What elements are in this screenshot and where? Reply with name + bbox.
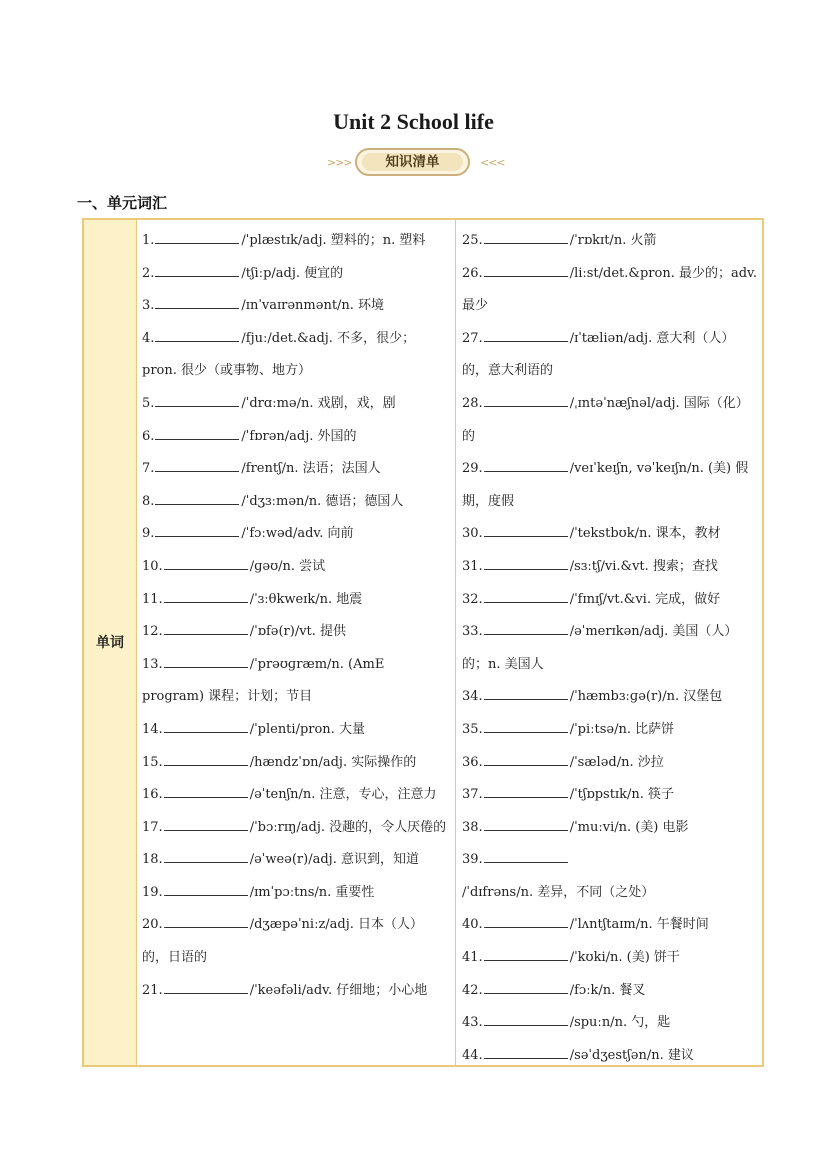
answer-blank[interactable] (155, 524, 239, 537)
vocab-entry (142, 290, 449, 323)
entry-number: 30. (462, 526, 483, 542)
entry-number: 35. (462, 721, 483, 737)
vocab-entry (462, 779, 758, 812)
vocab-entry (142, 877, 449, 910)
answer-blank[interactable] (155, 394, 239, 407)
entry-definition: /ˈkeəfəli/adv. 仔细地；小心地 (249, 982, 428, 998)
entry-number: 38. (462, 819, 483, 835)
entry-number: 11. (142, 591, 163, 607)
vocab-entry (142, 812, 449, 845)
entry-number: 12. (142, 624, 163, 640)
answer-blank[interactable] (155, 264, 239, 277)
entry-definition: /ˈplæstɪk/adj. 塑料的；n. 塑料 (241, 233, 426, 248)
answer-blank[interactable] (484, 915, 568, 928)
entry-definition: /əˈweə(r)/adj. 意识到，知道 (249, 852, 419, 868)
vocab-entry (462, 844, 758, 909)
entry-number: 15. (142, 754, 163, 770)
entry-number: 14. (142, 721, 163, 737)
entry-number: 25. (462, 233, 483, 248)
vocab-entry (142, 616, 449, 649)
vocab-entry (142, 551, 449, 584)
left-word-column (142, 225, 449, 1007)
vocab-entry (142, 323, 449, 388)
vocab-entry (142, 779, 449, 812)
column-divider (455, 220, 456, 1065)
answer-blank[interactable] (484, 622, 568, 635)
answer-blank[interactable] (164, 818, 248, 831)
entry-definition: /ɪmˈpɔːtns/n. 重要性 (249, 884, 375, 900)
answer-blank[interactable] (164, 590, 248, 603)
entry-definition: /sɜːtʃ/vi.&vt. 搜索；查找 (569, 558, 718, 574)
entry-number: 20. (142, 917, 163, 933)
entry-number: 8. (142, 493, 155, 509)
entry-definition: /liːst/det.&pron. 最少的；adv. 最少 (462, 265, 757, 314)
section-title: 一、单元词汇 (77, 194, 168, 212)
vocab-entry (142, 909, 449, 974)
entry-number: 28. (462, 395, 483, 411)
entry-definition: /spuːn/n. 勺，匙 (569, 1015, 671, 1031)
entry-definition: /ˈkʊki/n. (美) 饼干 (569, 950, 680, 966)
entry-number: 36. (462, 754, 483, 770)
entry-number: 4. (142, 330, 155, 346)
entry-definition: /ˈdʒɜːmən/n. 德语；德国人 (241, 493, 404, 509)
entry-definition: /ˈmuːvi/n. (美) 电影 (569, 819, 689, 835)
row-label: 单词 (96, 635, 124, 651)
entry-definition: /ˈprəʊɡræm/n. (AmE program) 课程；计划；节目 (142, 656, 385, 705)
vocab-entry (142, 421, 449, 454)
vocab-entry (462, 681, 758, 714)
entry-definition: /dʒæpəˈniːz/adj. 日本（人）的，日语的 (142, 917, 424, 966)
answer-blank[interactable] (484, 981, 568, 994)
answer-blank[interactable] (164, 785, 248, 798)
entry-definition: /ˌɪntəˈnæʃnəl/adj. 国际（化）的 (462, 395, 749, 444)
entry-number: 3. (142, 298, 155, 314)
vocab-entry (462, 584, 758, 617)
answer-blank[interactable] (484, 329, 568, 342)
vocab-entry (462, 225, 758, 258)
vocab-entry (142, 649, 449, 714)
row-label-cell (84, 220, 137, 1065)
answer-blank[interactable] (484, 753, 568, 766)
vocab-entry (462, 551, 758, 584)
entry-definition: /ˈplenti/pron. 大量 (249, 721, 365, 737)
vocab-entry (142, 747, 449, 780)
entry-number: 6. (142, 428, 155, 444)
answer-blank[interactable] (484, 850, 568, 863)
entry-definition: /ˈbɔːrɪŋ/adj. 没趣的，令人厌倦的 (249, 819, 447, 835)
answer-blank[interactable] (155, 427, 239, 440)
answer-blank[interactable] (164, 981, 248, 994)
entry-number: 17. (142, 819, 163, 835)
entry-definition: /əˈmerɪkən/adj. 美国（人）的；n. 美国人 (462, 624, 738, 672)
answer-blank[interactable] (164, 557, 248, 570)
entry-definition: /səˈdʒestʃən/n. 建议 (569, 1047, 694, 1063)
entry-number: 39. (462, 852, 483, 868)
answer-blank[interactable] (164, 883, 248, 896)
answer-blank[interactable] (155, 459, 239, 472)
vocab-entry (462, 323, 758, 388)
entry-definition: /əˈtenʃn/n. 注意，专心，注意力 (249, 787, 437, 803)
page-title: Unit 2 School life (333, 109, 494, 134)
vocab-entry (142, 518, 449, 551)
entry-definition: /ˈdɪfrəns/n. 差异，不同（之处） (462, 884, 655, 900)
section-badge-row (0, 147, 827, 181)
answer-blank[interactable] (484, 948, 568, 961)
answer-blank[interactable] (164, 850, 248, 863)
entry-number: 16. (142, 787, 163, 803)
vocab-entry (142, 258, 449, 291)
badge-label: 知识清单 (362, 153, 463, 171)
entry-definition: /fjuː/det.&adj. 不多，很少；pron. 很少（或事物、地方） (142, 330, 416, 379)
answer-blank[interactable] (155, 329, 239, 342)
vocab-entry (142, 714, 449, 747)
entry-definition: /ˈtekstbʊk/n. 课本，教材 (569, 526, 721, 542)
answer-blank[interactable] (164, 753, 248, 766)
entry-definition: /ˈdrɑːmə/n. 戏剧，戏，剧 (241, 395, 396, 411)
vocab-entry (142, 453, 449, 486)
answer-blank[interactable] (484, 524, 568, 537)
answer-blank[interactable] (484, 231, 568, 244)
entry-number: 13. (142, 656, 163, 672)
vocab-entry (142, 844, 449, 877)
entry-definition: /ˈfɔːwəd/adv. 向前 (241, 526, 354, 542)
right-arrows-icon: <<< (480, 156, 505, 169)
answer-blank[interactable] (484, 720, 568, 733)
answer-blank[interactable] (164, 622, 248, 635)
entry-number: 7. (142, 461, 155, 477)
entry-definition: /ˈɒfə(r)/vt. 提供 (249, 624, 347, 640)
entry-number: 37. (462, 787, 483, 803)
entry-number: 29. (462, 461, 483, 477)
answer-blank[interactable] (164, 655, 248, 668)
entry-definition: /ˈfɪnɪʃ/vt.&vi. 完成，做好 (569, 591, 721, 607)
knowledge-list-badge (355, 148, 470, 176)
entry-number: 5. (142, 395, 155, 411)
entry-number: 10. (142, 558, 163, 574)
entry-number: 40. (462, 917, 483, 933)
entry-definition: /ˈfɒrən/adj. 外国的 (241, 428, 357, 444)
entry-number: 33. (462, 624, 483, 640)
vocab-entry (142, 388, 449, 421)
entry-definition: /ˈsæləd/n. 沙拉 (569, 754, 664, 770)
vocab-entry (462, 909, 758, 942)
vocab-entry (142, 584, 449, 617)
entry-definition: /tʃiːp/adj. 便宜的 (241, 265, 344, 281)
entry-number: 31. (462, 558, 483, 574)
answer-blank[interactable] (484, 264, 568, 277)
vocab-entry (142, 486, 449, 519)
entry-definition: /ɡəʊ/n. 尝试 (249, 558, 326, 574)
vocab-entry (462, 975, 758, 1008)
answer-blank[interactable] (155, 231, 239, 244)
entry-definition: /frentʃ/n. 法语；法国人 (241, 461, 381, 477)
entry-number: 2. (142, 265, 155, 281)
answer-blank[interactable] (164, 915, 248, 928)
entry-definition: /fɔːk/n. 餐叉 (569, 982, 646, 998)
vocab-entry (462, 1007, 758, 1040)
vocab-entry (462, 1040, 758, 1073)
entry-number: 43. (462, 1015, 483, 1031)
entry-number: 26. (462, 265, 483, 281)
vocabulary-table (82, 218, 764, 1067)
answer-blank[interactable] (484, 1046, 568, 1059)
vocab-entry (462, 518, 758, 551)
right-word-column (462, 225, 758, 1072)
entry-definition: /ˈpiːtsə/n. 比萨饼 (569, 721, 675, 737)
vocab-entry (462, 388, 758, 453)
entry-number: 27. (462, 330, 483, 346)
entry-number: 19. (142, 884, 163, 900)
entry-number: 18. (142, 852, 163, 868)
entry-number: 21. (142, 982, 163, 998)
entry-definition: /ˈɜːθkweɪk/n. 地震 (249, 591, 363, 607)
entry-number: 1. (142, 233, 155, 248)
answer-blank[interactable] (484, 1013, 568, 1026)
vocab-entry (462, 812, 758, 845)
entry-number: 42. (462, 982, 483, 998)
answer-blank[interactable] (164, 720, 248, 733)
answer-blank[interactable] (484, 590, 568, 603)
answer-blank[interactable] (484, 687, 568, 700)
entry-definition: /veɪˈkeɪʃn, vəˈkeɪʃn/n. (美) 假期，度假 (462, 461, 749, 509)
entry-definition: /ˈlʌntʃtaɪm/n. 午餐时间 (569, 917, 709, 933)
entry-definition: /ˈhæmbɜːɡə(r)/n. 汉堡包 (569, 689, 723, 705)
entry-number: 32. (462, 591, 483, 607)
left-arrows-icon: >>> (327, 156, 352, 169)
entry-definition: /ɪnˈvaɪrənmənt/n. 环境 (241, 298, 385, 314)
vocab-entry (462, 453, 758, 518)
entry-number: 44. (462, 1047, 483, 1063)
answer-blank[interactable] (484, 785, 568, 798)
answer-blank[interactable] (484, 394, 568, 407)
entry-number: 9. (142, 526, 155, 542)
entry-definition: /ɪˈtæliən/adj. 意大利（人）的，意大利语的 (462, 330, 735, 379)
vocab-entry (462, 258, 758, 323)
entry-definition: /ˈtʃɒpstɪk/n. 筷子 (569, 787, 674, 803)
vocab-entry (462, 714, 758, 747)
vocab-entry (462, 747, 758, 780)
vocab-entry (142, 225, 449, 258)
entry-definition: /hændzˈɒn/adj. 实际操作的 (249, 754, 417, 770)
answer-blank[interactable] (484, 459, 568, 472)
answer-blank[interactable] (155, 492, 239, 505)
vocab-entry (142, 975, 449, 1008)
vocab-entry (462, 942, 758, 975)
answer-blank[interactable] (484, 557, 568, 570)
answer-blank[interactable] (484, 818, 568, 831)
entry-definition: /ˈrɒkɪt/n. 火箭 (569, 233, 657, 248)
entry-number: 41. (462, 950, 483, 966)
answer-blank[interactable] (155, 296, 239, 309)
vocab-entry (462, 616, 758, 681)
entry-number: 34. (462, 689, 483, 705)
